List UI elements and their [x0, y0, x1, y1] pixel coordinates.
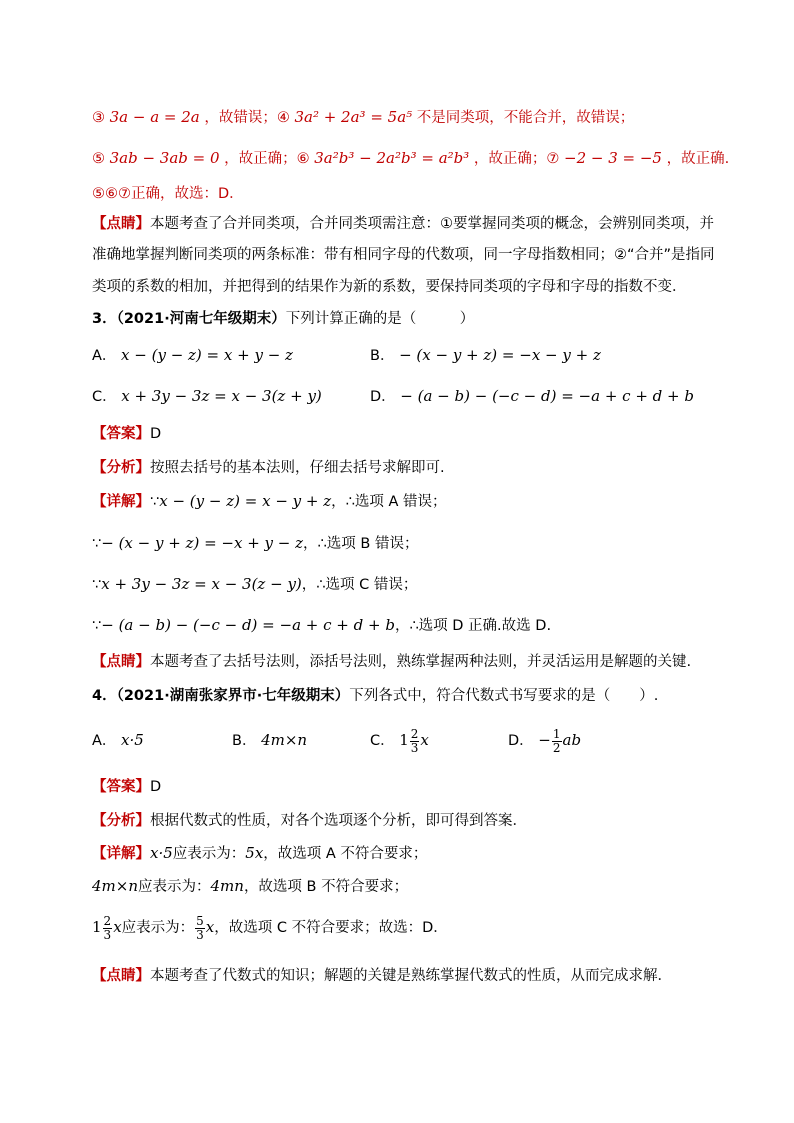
detail-text: ，故选项 B 不符合要求； [243, 879, 409, 895]
point-paragraph-line-2: 准确地掌握判断同类项的两条标准：带有相同字母的代数项，同一字母指数相同；②“合并”是指同 [92, 247, 715, 263]
detail-expr: x·5 [150, 844, 173, 862]
denominator: 2 [552, 740, 561, 755]
detail-expr: x − (y − z) = x − y + z [159, 492, 332, 510]
detail-text: 应表示为： [121, 920, 195, 936]
point-tag: 【点睛】 [92, 216, 150, 232]
detail-text: ，故选项 C 不符合要求；故选：D． [214, 920, 448, 936]
q3-detail-1 [92, 491, 447, 512]
mixed-whole: 1 [399, 731, 409, 749]
denominator: 3 [410, 740, 419, 755]
detail-expr: x + 3y − 3z = x − 3(z − y) [101, 575, 302, 593]
text: ，故正确. [666, 151, 730, 167]
option-label: A． [92, 348, 117, 364]
detail-expr: − (a − b) − (−c − d) = −a + c + d + b [101, 616, 395, 634]
numerator: 1 [552, 726, 561, 741]
q3-point [92, 652, 691, 672]
option-expr: x + 3y − 3z = x − 3(z + y) [121, 387, 322, 405]
detail-tag: 【详解】 [92, 494, 150, 510]
point-paragraph-line-1 [92, 214, 714, 234]
expr-4: 3a² + 2a³ = 5a⁵ [294, 108, 413, 126]
q4-option-d [508, 722, 581, 759]
fraction [195, 915, 205, 942]
fraction [552, 728, 562, 755]
q4-detail-2 [92, 876, 408, 897]
answer-value: D [150, 426, 162, 442]
point-tag: 【点睛】 [92, 654, 150, 670]
option-expr: x·5 [121, 731, 144, 749]
analysis-text: 按照去括号的基本法则，仔细去括号求解即可. [150, 460, 445, 476]
q3-answer [92, 424, 161, 444]
fraction [410, 728, 420, 755]
fraction [103, 915, 113, 942]
variable: x [205, 918, 215, 936]
detail-expr: 4mn [210, 877, 244, 895]
detail-text: 应表示为： [138, 879, 211, 895]
q4-detail-3 [92, 909, 448, 946]
answer-value: D [150, 779, 162, 795]
detail-text: ，∴选项 A 错误； [331, 494, 447, 510]
expr-6: 3a²b³ − 2a²b³ = a²b³ [314, 149, 470, 167]
question-3-text: 下列计算正确的是（ ） [285, 311, 475, 327]
detail-text: 应表示为： [172, 846, 246, 862]
detail-tag: 【详解】 [92, 846, 150, 862]
option-label: C． [370, 733, 395, 749]
expr-3: 3a − a = 2a [109, 108, 200, 126]
numerator: 2 [410, 726, 419, 741]
q4-analysis [92, 811, 527, 831]
point-tag: 【点睛】 [92, 968, 150, 984]
question-3-head: 3．（2021·河南七年级期末） [92, 311, 286, 327]
q4-option-a [92, 730, 144, 751]
answer-tag: 【答案】 [92, 779, 150, 795]
question-3-stem [92, 309, 474, 329]
detail-expr: 4m×n [92, 877, 138, 895]
option-label: B． [232, 733, 257, 749]
q3-option-a [92, 345, 293, 366]
option-expr: x − (y − z) = x + y − z [121, 346, 293, 364]
question-4-stem [92, 686, 658, 706]
option-label: D． [508, 733, 534, 749]
because-symbol: ∵ [92, 536, 102, 552]
q3-analysis [92, 458, 445, 478]
q4-detail-1 [92, 843, 427, 864]
detail-expr: − (x − y + z) = −x + y − z [101, 534, 304, 552]
marker-3: ③ [92, 110, 105, 126]
option-label: B． [370, 348, 395, 364]
analysis-text: 根据代数式的性质，对各个选项逐个分析，即可得到答案． [150, 813, 527, 829]
q4-answer [92, 777, 161, 797]
solution-conclusion: ⑤⑥⑦正确，故选：D． [92, 186, 244, 202]
point-text: 本题考查了合并同类项，合并同类项需注意：①要掌握同类项的概念，会辨别同类项，并 [150, 216, 714, 232]
denominator: 3 [196, 927, 204, 942]
numerator: 5 [196, 913, 204, 928]
analysis-tag: 【分析】 [92, 460, 150, 476]
q3-option-d [370, 386, 694, 407]
option-expr: − (x − y + z) = −x − y + z [399, 346, 601, 364]
text: ，故正确；⑥ [224, 151, 310, 167]
answer-tag: 【答案】 [92, 426, 150, 442]
detail-text: ，∴选项 B 错误； [303, 536, 419, 552]
q3-option-c [92, 386, 322, 407]
point-paragraph-line-3: 类项的系数的相加，并把得到的结果作为新的系数，要保持同类项的字母和字母的指数不变． [92, 279, 687, 295]
q3-option-b [370, 345, 601, 366]
option-label: C． [92, 389, 117, 405]
text: 不是同类项，不能合并，故错误； [416, 110, 635, 126]
q4-option-c [370, 722, 429, 759]
point-text: 本题考查了去括号法则，添括号法则，熟练掌握两种法则，并灵活运用是解题的关键. [150, 654, 692, 670]
question-4-head: 4．（2021·湖南张家界市·七年级期末） [92, 688, 350, 704]
detail-text: ，∴选项 C 错误； [301, 577, 418, 593]
numerator: 2 [103, 913, 112, 928]
option-expr: 4m×n [261, 731, 308, 749]
question-4-text: 下列各式中，符合代数式书写要求的是（ ）. [349, 688, 659, 704]
option-label: D． [370, 389, 396, 405]
option-label: A． [92, 733, 117, 749]
detail-expr: 5x [245, 844, 264, 862]
marker-5: ⑤ [92, 151, 105, 167]
option-expr: − (a − b) − (−c − d) = −a + c + d + b [400, 387, 694, 405]
q3-detail-4 [92, 615, 551, 636]
variable: x [420, 731, 429, 749]
minus-sign: − [538, 731, 551, 749]
because-symbol: ∵ [92, 577, 102, 593]
solution-line-5-6-7 [92, 148, 729, 169]
text: ，故正确；⑦ [473, 151, 560, 167]
q4-option-b [232, 730, 307, 751]
because-symbol: ∵ [92, 618, 102, 634]
solution-line-3-4 [92, 107, 634, 128]
point-text: 本题考查了代数式的知识；解题的关键是熟练掌握代数式的性质，从而完成求解． [150, 968, 672, 984]
q3-detail-3 [92, 574, 417, 595]
variable: x [113, 918, 122, 936]
variable: ab [562, 731, 582, 749]
mixed-whole: 1 [92, 918, 102, 936]
analysis-tag: 【分析】 [92, 813, 150, 829]
denominator: 3 [103, 927, 112, 942]
detail-text: ，∴选项 D 正确.故选 D. [394, 618, 552, 634]
q3-detail-2 [92, 533, 418, 554]
because-symbol: ∵ [150, 494, 160, 510]
q4-point [92, 966, 672, 986]
detail-text: ，故选项 A 不符合要求； [263, 846, 428, 862]
expr-7: −2 − 3 = −5 [564, 149, 662, 167]
text: ，故错误；④ [204, 110, 290, 126]
expr-5: 3ab − 3ab = 0 [109, 149, 220, 167]
